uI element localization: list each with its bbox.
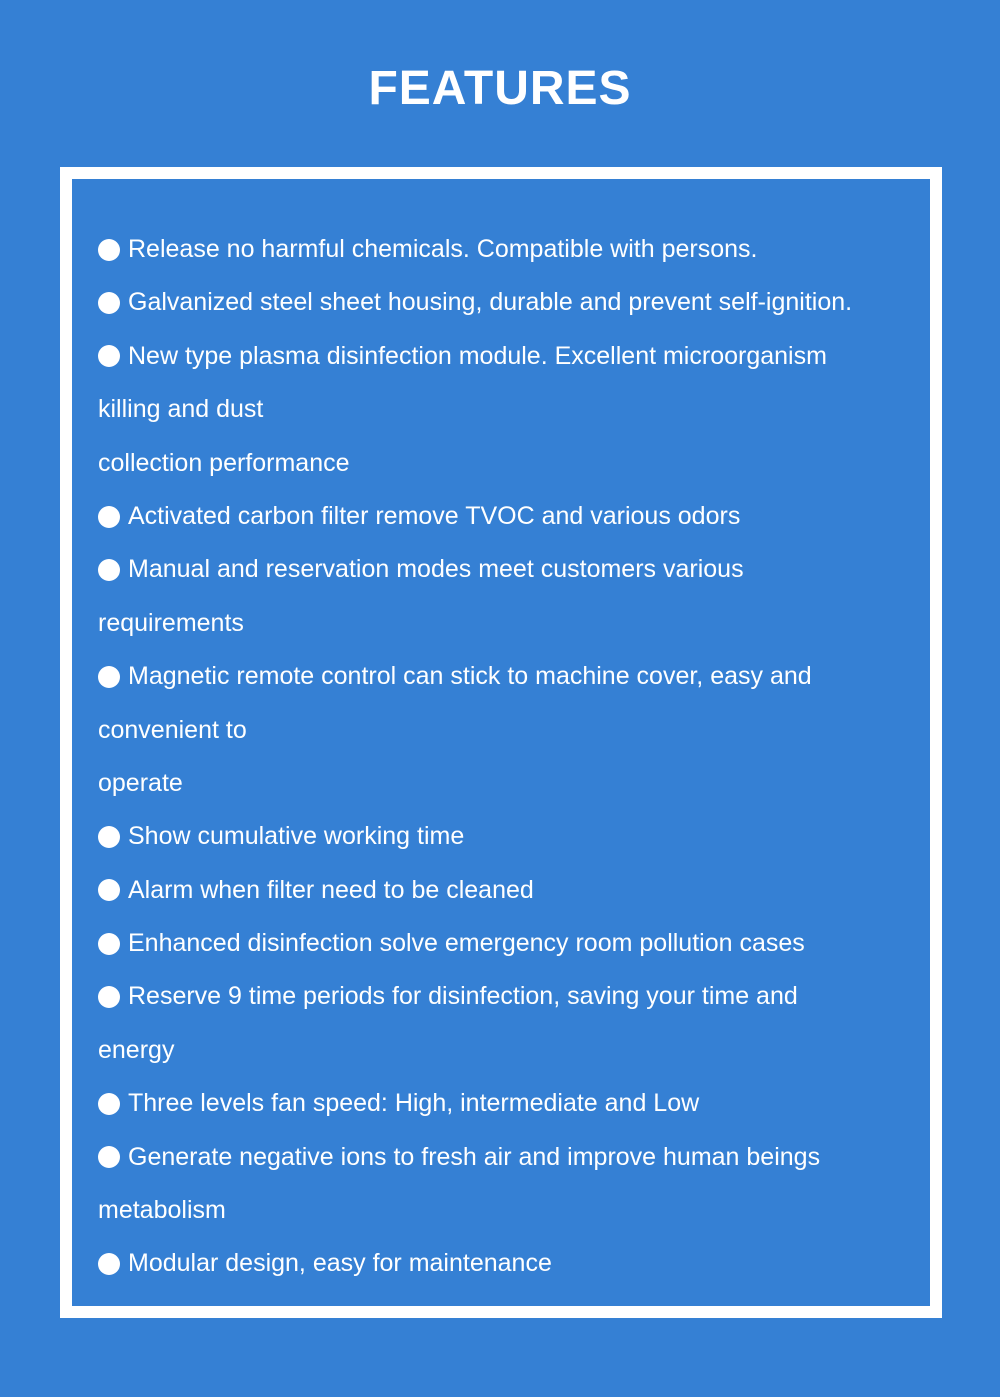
feature-line xyxy=(98,1077,918,1130)
feature-line xyxy=(98,917,918,970)
feature-line xyxy=(98,276,918,329)
feature-text: collection performance xyxy=(98,448,350,477)
feature-text: Magnetic remote control can stick to machine cover, easy and xyxy=(128,662,812,691)
feature-text: Reserve 9 time periods for disinfection, saving your time and xyxy=(128,982,798,1011)
feature-line xyxy=(98,223,918,276)
feature-line xyxy=(98,864,918,917)
feature-line xyxy=(98,490,918,543)
feature-line xyxy=(98,543,918,596)
feature-text: Galvanized steel sheet housing, durable and prevent self-ignition. xyxy=(128,288,853,317)
feature-text: Three levels fan speed: High, intermediate and Low xyxy=(128,1089,700,1118)
bullet-dot-icon xyxy=(98,1146,120,1168)
bullet-dot-icon xyxy=(98,506,120,528)
features-panel xyxy=(60,167,942,1318)
feature-text: Activated carbon filter remove TVOC and various odors xyxy=(128,501,741,530)
feature-text: Release no harmful chemicals. Compatible with persons. xyxy=(128,235,758,263)
feature-continuation-line xyxy=(98,437,918,490)
bullet-dot-icon xyxy=(98,879,120,901)
feature-text: Show cumulative working time xyxy=(128,822,465,851)
feature-text: New type plasma disinfection module. Excellent microorganism xyxy=(128,341,827,370)
feature-continuation-line xyxy=(98,597,918,650)
feature-text: requirements xyxy=(98,608,244,637)
bullet-dot-icon xyxy=(98,666,120,688)
feature-text: Generate negative ions to fresh air and improve human beings xyxy=(128,1142,821,1171)
feature-text: Enhanced disinfection solve emergency room pollution cases xyxy=(128,929,805,958)
feature-text: convenient to xyxy=(98,715,247,744)
feature-line xyxy=(98,330,918,383)
feature-text: operate xyxy=(98,768,183,797)
feature-text: energy xyxy=(98,1035,175,1064)
feature-continuation-line xyxy=(98,1184,918,1237)
feature-text: metabolism xyxy=(98,1196,226,1225)
feature-line xyxy=(98,810,918,863)
feature-line xyxy=(98,1237,918,1290)
feature-line xyxy=(98,650,918,703)
feature-text: killing and dust xyxy=(98,395,264,424)
feature-text: Modular design, easy for maintenance xyxy=(128,1249,552,1278)
bullet-dot-icon xyxy=(98,1253,120,1275)
feature-continuation-line xyxy=(98,757,918,810)
bullet-dot-icon xyxy=(98,292,120,314)
bullet-dot-icon xyxy=(98,986,120,1008)
feature-continuation-line xyxy=(98,704,918,757)
bullet-dot-icon xyxy=(98,239,120,261)
feature-text: Manual and reservation modes meet customers various xyxy=(128,555,744,584)
feature-line xyxy=(98,970,918,1023)
page-title: FEATURES xyxy=(368,62,632,115)
bullet-dot-icon xyxy=(98,1093,120,1115)
bullet-dot-icon xyxy=(98,826,120,848)
bullet-dot-icon xyxy=(98,559,120,581)
feature-text: Alarm when filter need to be cleaned xyxy=(128,875,534,904)
bullet-dot-icon xyxy=(98,345,120,367)
feature-line xyxy=(98,1131,918,1184)
bullet-dot-icon xyxy=(98,933,120,955)
features-list xyxy=(98,223,918,1291)
feature-continuation-line xyxy=(98,1024,918,1077)
feature-continuation-line xyxy=(98,383,918,436)
